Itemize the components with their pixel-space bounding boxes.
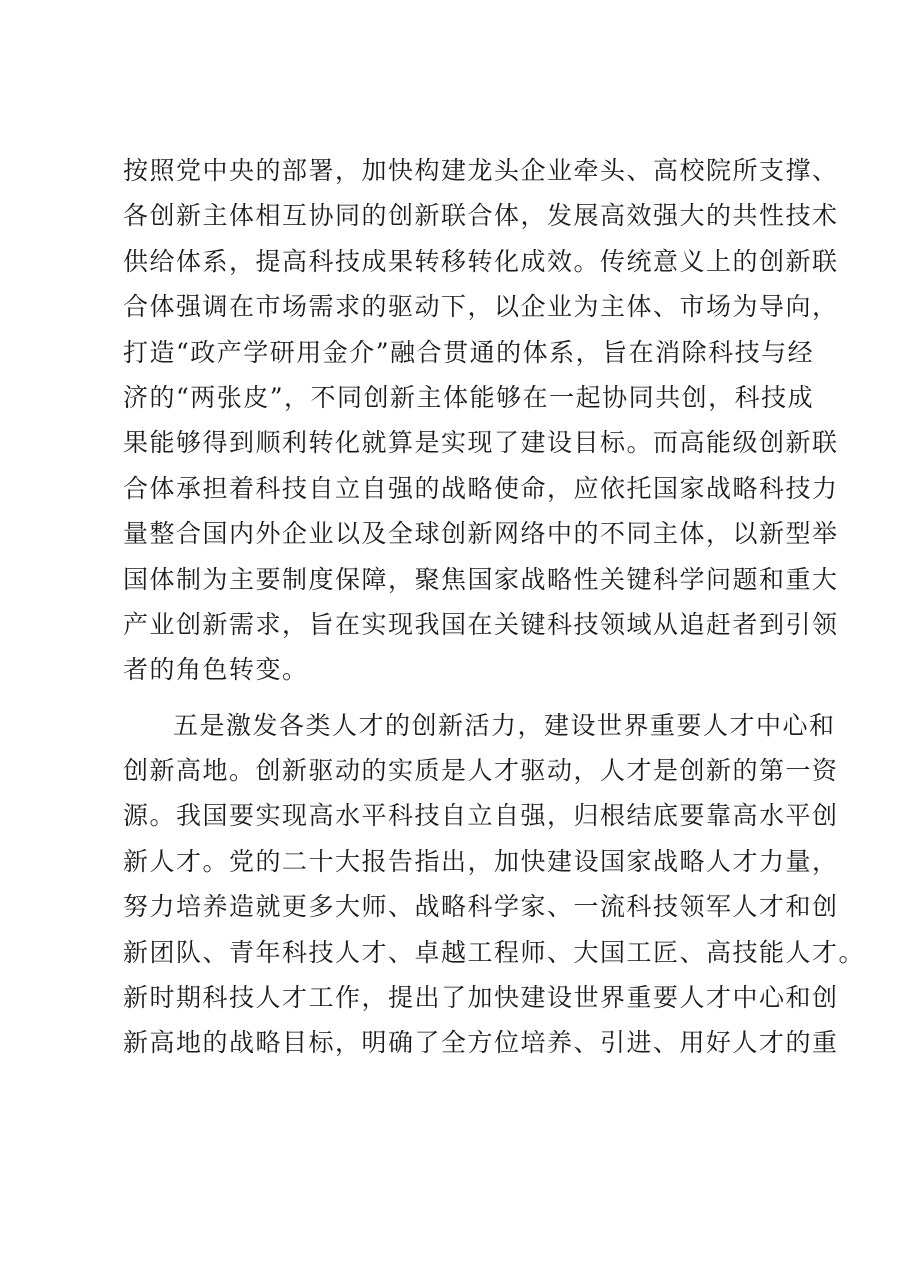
text-line: 量整合国内外企业以及全球创新网络中的不同主体，以新型举 (123, 519, 839, 549)
text-line: 新高地的战略目标，明确了全方位培养、引进、用好人才的重 (123, 1028, 839, 1058)
text-line: 济的“两张皮”，不同创新主体能够在一起协同共创，科技成 (123, 382, 815, 412)
text-line: 新团队、青年科技人才、卓越工程师、大国工匠、高技能人才。 (123, 937, 866, 967)
paragraph-spacer (123, 693, 813, 703)
text-line: 合体强调在市场需求的驱动下，以企业为主体、市场为导向， (123, 292, 839, 322)
text-line: 创新高地。创新驱动的实质是人才驱动，人才是创新的第一资 (123, 756, 839, 786)
text-line: 打造“政产学研用金介”融合贯通的体系，旨在消除科技与经 (123, 337, 815, 367)
text-line: 合体承担着科技自立自强的战略使命，应依托国家战略科技力 (123, 473, 839, 503)
text-line: 源。我国要实现高水平科技自立自强，归根结底要靠高水平创 (123, 801, 839, 831)
text-line: 各创新主体相互协同的创新联合体，发展高效强大的共性技术 (123, 201, 839, 231)
text-line: 者的角色转变。 (123, 655, 309, 685)
text-line: 供给体系，提高科技成果转移转化成效。传统意义上的创新联 (123, 246, 839, 276)
paragraph-1 (123, 148, 839, 693)
text-line: 国体制为主要制度保障，聚焦国家战略性关键科学问题和重大 (123, 564, 839, 594)
text-line: 努力培养造就更多大师、战略科学家、一流科技领军人才和创 (123, 892, 839, 922)
body-text (123, 148, 866, 1066)
text-line: 按照党中央的部署，加快构建龙头企业牵头、高校院所支撑、 (123, 156, 839, 185)
text-line: 新人才。党的二十大报告指出，加快建设国家战略人才力量， (123, 846, 839, 876)
text-line: 新时期科技人才工作，提出了加快建设世界重要人才中心和创 (123, 983, 839, 1013)
text-line: 五是激发各类人才的创新活力，建设世界重要人才中心和 (173, 710, 836, 740)
text-line: 产业创新需求，旨在实现我国在关键科技领域从追赶者到引领 (123, 609, 839, 639)
paragraph-2 (123, 703, 866, 1066)
text-line: 果能够得到顺利转化就算是实现了建设目标。而高能级创新联 (123, 428, 839, 458)
